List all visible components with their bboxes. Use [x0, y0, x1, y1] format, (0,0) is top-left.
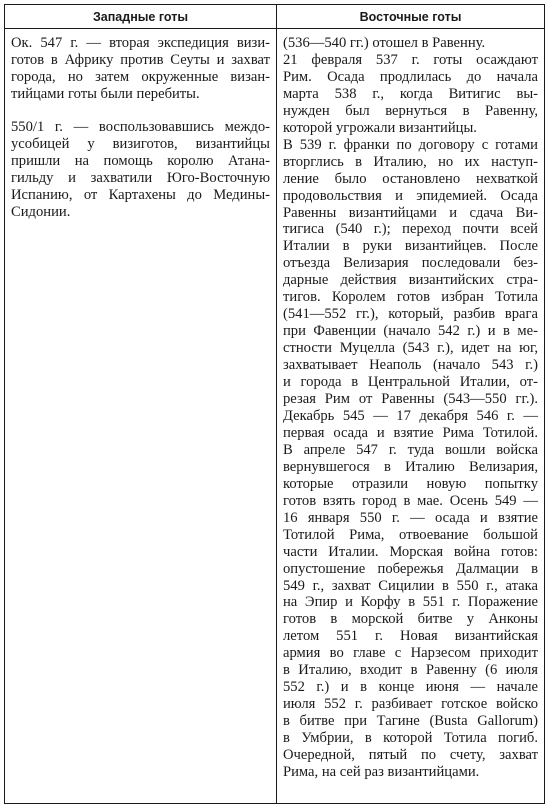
text-line: первая осада и взятие Рима Тотилой. [283, 424, 538, 441]
text-line: продовольствия и эпидемией. Осада [283, 187, 538, 204]
text-line: Рим. Осада продлилась до начала [283, 68, 538, 85]
text-line: 16 января 550 г. — осада и взятие [283, 509, 538, 526]
chronology-table [4, 4, 545, 804]
text-line: в битве при Тагине (Busta Gallorum) [283, 713, 538, 730]
text-line: части Италии. Морская война готов: [283, 543, 538, 560]
header-western-goths: Западные готы [5, 5, 277, 29]
text-line: гильду и захватили Юго-Восточную [11, 169, 270, 186]
text-line: июля 552 г. разбивает готское войско [283, 696, 538, 713]
east-text-block [283, 35, 538, 781]
text-line: которые отразили новую попытку [283, 475, 538, 492]
text-line: Италии в руки византийцев. После [283, 238, 538, 255]
text-line: Тотилой Рима, отвоевание большой [283, 526, 538, 543]
text-line: при Фавенции (начало 542 г.) и в ме- [283, 323, 538, 340]
text-line: армия во главе с Нарзесом приходит [283, 645, 538, 662]
text-line: Равенны византийцами и сдача Ви- [283, 204, 538, 221]
header-eastern-goths: Восточные готы [277, 5, 545, 29]
text-line: нужден был вернуться в Равенну, [283, 102, 538, 119]
text-line: Рима, на сей раз византийцами. [283, 763, 480, 780]
text-line: 550/1 г. — воспользовавшись междо- [11, 118, 270, 135]
text-line: летом 551 г. Новая византийская [283, 628, 538, 645]
text-line: тигиса (540 г.); переход почти всей [283, 221, 538, 238]
text-line: дарные действия византийских стра- [283, 272, 538, 289]
text-line: вернувшегося в Италию Велизария, [283, 458, 538, 475]
text-line: в Умбрии, в которой Тотила погиб. [283, 730, 538, 747]
text-line: города, но затем окруженные визан- [11, 68, 270, 85]
table-row [5, 29, 545, 804]
text-line: усобицей у визиготов, византийцы [11, 135, 270, 152]
text-line: резая Рим от Равенны (543—550 гг.). [283, 391, 538, 408]
text-line: вторглись в Италию, но их наступ- [283, 153, 538, 170]
text-line: тигов. Королем готов избран Тотила [283, 289, 538, 306]
west-entry-550 [11, 119, 270, 221]
text-line: В 539 г. франки по договору с готами [283, 136, 538, 153]
text-line: в Италию, входит в Равенну (6 июля [283, 662, 538, 679]
text-line: отъезда Велизария последовали без- [283, 255, 538, 272]
table-header-row [5, 5, 545, 29]
eastern-goths-cell [277, 29, 545, 804]
western-goths-cell [5, 29, 277, 804]
text-line: В апреле 547 г. туда вошли войска [283, 441, 538, 458]
text-line: которой угрожали византийцы. [283, 119, 477, 136]
text-line: захватывает Неаполь (начало 543 г.) [283, 357, 538, 374]
text-line: тийцами готы были перебиты. [11, 85, 200, 102]
text-line: Сидонии. [11, 203, 71, 220]
text-line: марта 538 г., когда Витигис вы- [283, 85, 538, 102]
text-line: и города в Центральной Италии, от- [283, 374, 538, 391]
text-line: Испанию, от Картахены до Медины- [11, 186, 270, 203]
text-line: ление было остановлено нехваткой [283, 170, 538, 187]
text-line: готов в Африку против Сеуты и захват [11, 51, 270, 68]
text-line: стности Муцелла (543 г.), идет на юг, [283, 340, 538, 357]
text-line: 549 г., захват Сицилии в 550 г., атака [283, 577, 538, 594]
text-line: (536—540 гг.) отошел в Равенну. [283, 35, 486, 51]
text-line: (541—552 гг.), который, разбив врага [283, 306, 538, 323]
text-line: Декабрь 545 — 17 декабря 546 г. — [283, 407, 538, 424]
text-line: опустошение побережья Далмации в [283, 560, 538, 577]
west-entry-547 [11, 35, 270, 103]
text-line: 552 г.) и в конце июня — начале [283, 679, 538, 696]
text-line: пришли на помощь королю Атана- [11, 152, 270, 169]
text-line: на Эпир и Корфу в 551 г. Поражение [283, 594, 538, 611]
text-line: готов в морской битве у Анконы [283, 611, 538, 628]
text-line: 21 февраля 537 г. готы осаждают [283, 51, 538, 68]
text-line: готов взять город в мае. Осень 549 — [283, 492, 538, 509]
text-line: Ок. 547 г. — вторая экспедиция визи- [11, 35, 270, 51]
text-line: Очередной, пятый по счету, захват [283, 747, 538, 764]
